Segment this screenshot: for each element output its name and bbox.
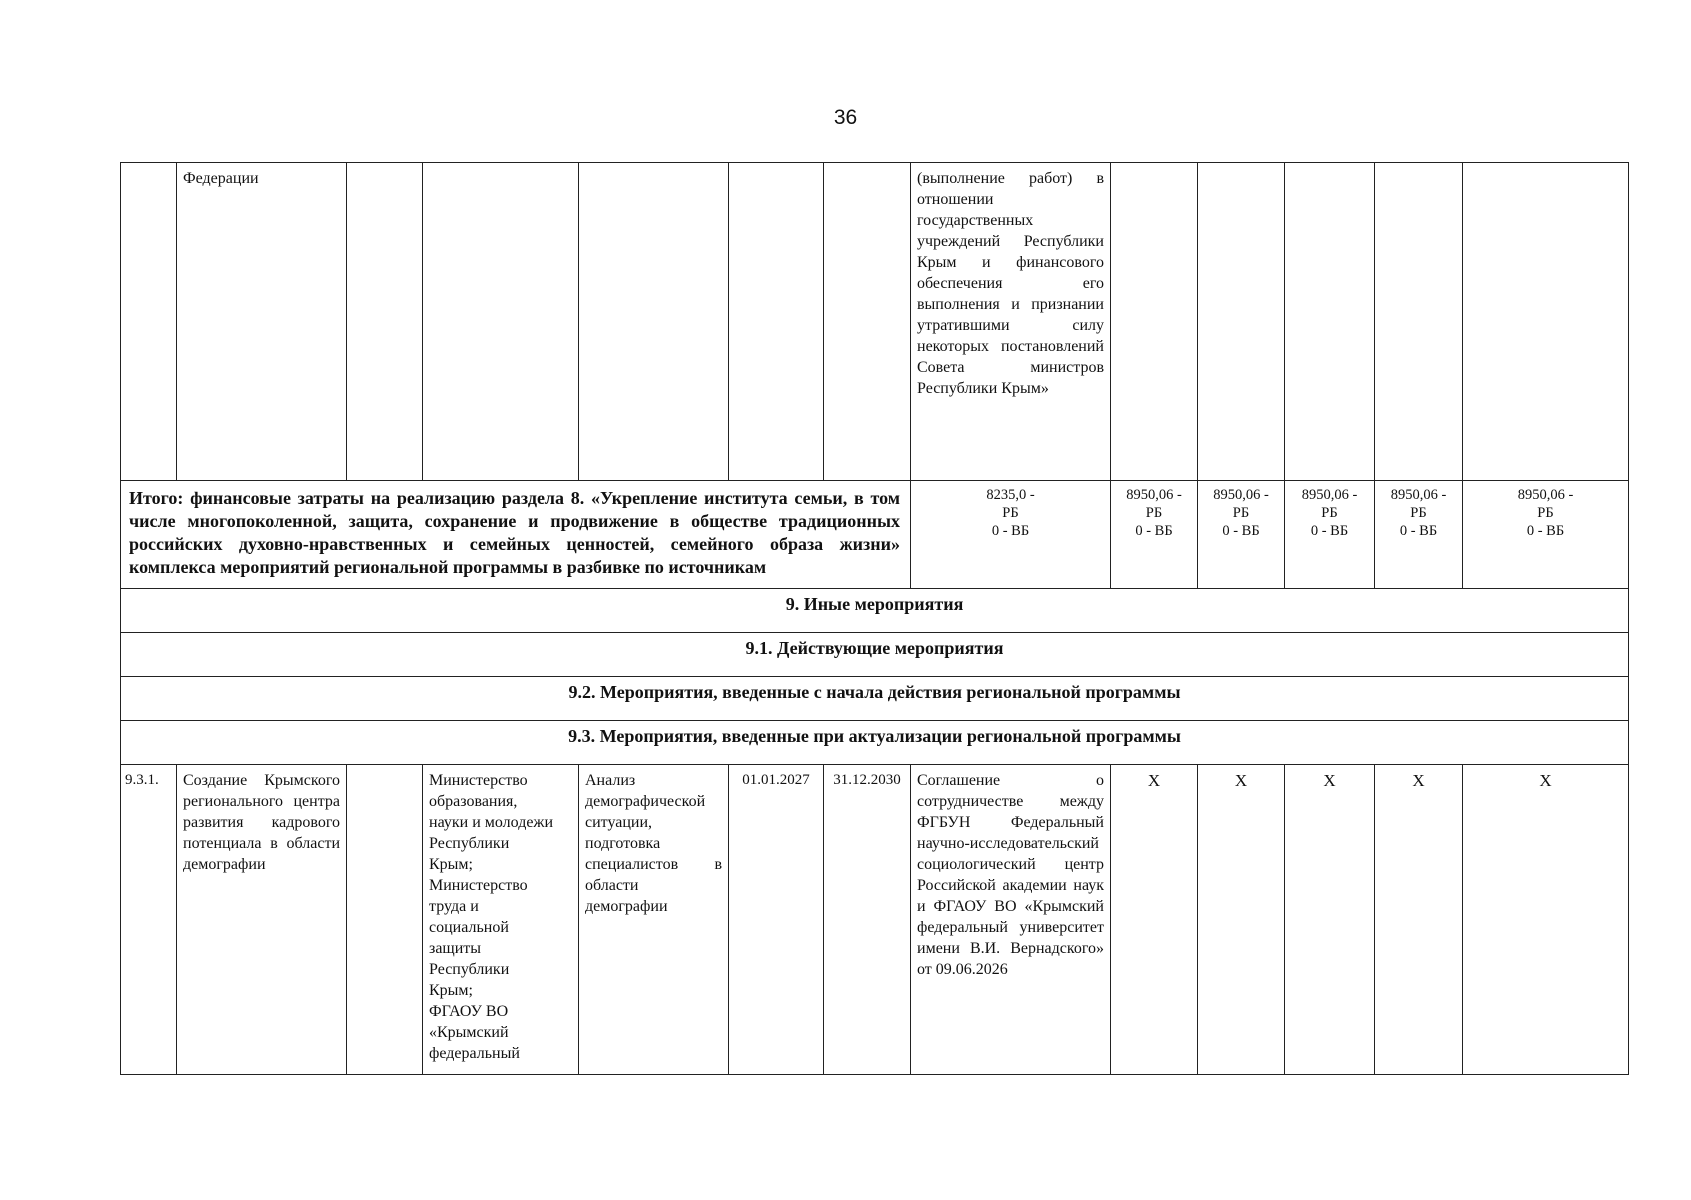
cell-start-date <box>729 163 824 481</box>
total-rb: РБ <box>1410 505 1427 521</box>
result-line: ситуации, <box>585 814 653 831</box>
cell-year-1 <box>1111 163 1198 481</box>
cell-year-4 <box>1375 163 1463 481</box>
executor-line: Крым; <box>429 856 473 873</box>
table-row <box>121 765 1629 1075</box>
cell-empty <box>347 765 423 1075</box>
total-value-6 <box>1463 481 1629 589</box>
cell-year-2 <box>1198 163 1285 481</box>
executor-line: науки и молодежи <box>429 814 554 831</box>
executor-line: «Крымский <box>429 1024 509 1041</box>
total-amount: 8950,06 - <box>1301 487 1358 503</box>
total-vb: 0 - ВБ <box>991 523 1030 539</box>
section-row <box>121 633 1629 677</box>
cell-year-4: Х <box>1375 765 1463 1075</box>
executor-line: социальной <box>429 919 509 936</box>
total-value-3 <box>1198 481 1285 589</box>
cell-end-date: 31.12.2030 <box>824 765 911 1075</box>
cell-executors <box>423 163 579 481</box>
cell-name: Создание Крымского регионального центра развития кадрового потенциала в области демографии <box>177 765 347 1075</box>
total-amount: 8950,06 - <box>1213 487 1269 503</box>
result-line: подготовка специалистов в области демографии <box>585 835 722 915</box>
executor-line: Республики <box>429 835 510 852</box>
executor-line: образования, <box>429 793 518 810</box>
section-row <box>121 721 1629 765</box>
executor-line: защиты <box>429 940 482 957</box>
executor-line: федеральный <box>429 1045 520 1062</box>
cell-end-date <box>824 163 911 481</box>
total-amount: 8950,06 - <box>1390 487 1447 503</box>
cell-year-3 <box>1285 163 1375 481</box>
page-number: 36 <box>833 106 858 129</box>
cell-year-3: Х <box>1285 765 1375 1075</box>
total-label-text: Итого: финансовые затраты на реализацию раздела 8. «Укрепление института семьи, в том числе многопоколенной, защита, сохранение и продвижение в обществе традиционных российских духовно-нравственных и семейных ценностей, семейного образа жизни» комплекса мероприятий региональной программы в разбивке по источникам <box>129 488 900 577</box>
total-rb: РБ <box>1321 505 1338 521</box>
total-rb: РБ <box>1145 505 1163 521</box>
total-value-5 <box>1375 481 1463 589</box>
section-heading: 9.3. Мероприятия, введенные при актуализации региональной программы <box>121 721 1629 765</box>
total-vb: 0 - ВБ <box>1526 523 1565 539</box>
program-table <box>120 162 1629 1075</box>
section-heading: 9.2. Мероприятия, введенные с начала действия региональной программы <box>121 677 1629 721</box>
total-vb: 0 - ВБ <box>1222 523 1260 539</box>
section-heading: 9. Иные мероприятия <box>121 589 1629 633</box>
total-value-1 <box>911 481 1111 589</box>
result-line: демографической <box>585 793 706 810</box>
total-rb: РБ <box>1537 505 1554 521</box>
cell-result <box>579 765 729 1075</box>
section-row <box>121 589 1629 633</box>
executor-line: труда и <box>429 898 479 915</box>
section-heading: 9.1. Действующие мероприятия <box>121 633 1629 677</box>
executor-line: Министерство <box>429 772 528 789</box>
total-vb: 0 - ВБ <box>1310 523 1349 539</box>
result-line: Анализ <box>585 772 636 789</box>
total-rb: РБ <box>1232 505 1250 521</box>
total-amount: 8950,06 - <box>1126 487 1182 503</box>
section-row <box>121 677 1629 721</box>
executor-line: Министерство <box>429 877 528 894</box>
cell-executors <box>423 765 579 1075</box>
total-vb: 0 - ВБ <box>1135 523 1173 539</box>
cell-year-5: Х <box>1463 765 1629 1075</box>
cell-year-1: Х <box>1111 765 1198 1075</box>
cell-start-date: 01.01.2027 <box>729 765 824 1075</box>
executor-line: Республики <box>429 961 510 978</box>
cell-number: 9.3.1. <box>121 765 177 1075</box>
cell-empty <box>347 163 423 481</box>
total-value-4 <box>1285 481 1375 589</box>
executor-line: ФГАОУ ВО <box>429 1003 509 1020</box>
total-vb: 0 - ВБ <box>1399 523 1438 539</box>
executor-line: Крым; <box>429 982 473 999</box>
table-row <box>121 163 1629 481</box>
total-amount: 8950,06 - <box>1517 487 1574 503</box>
cell-document: Соглашение о сотрудничестве между ФГБУН Федеральный научно-исследовательский социологический центр Российской академии наук и ФГАОУ ВО «Крымский федеральный университет имени В.И. Вернадского» от 09.06.2026 <box>911 765 1111 1075</box>
cell-number <box>121 163 177 481</box>
total-rb: РБ <box>1002 505 1019 521</box>
cell-result <box>579 163 729 481</box>
cell-year-2: Х <box>1198 765 1285 1075</box>
total-amount: 8235,0 - <box>986 487 1035 503</box>
cell-name: Федерации <box>177 163 347 481</box>
total-label <box>121 481 911 589</box>
cell-year-5 <box>1463 163 1629 481</box>
total-row <box>121 481 1629 589</box>
cell-document: (выполнение работ) в отношении государственных учреждений Республики Крым и финансового обеспечения его выполнения и признании утратившими силу некоторых постановлений Совета министров Республики Крым» <box>911 163 1111 481</box>
total-value-2 <box>1111 481 1198 589</box>
